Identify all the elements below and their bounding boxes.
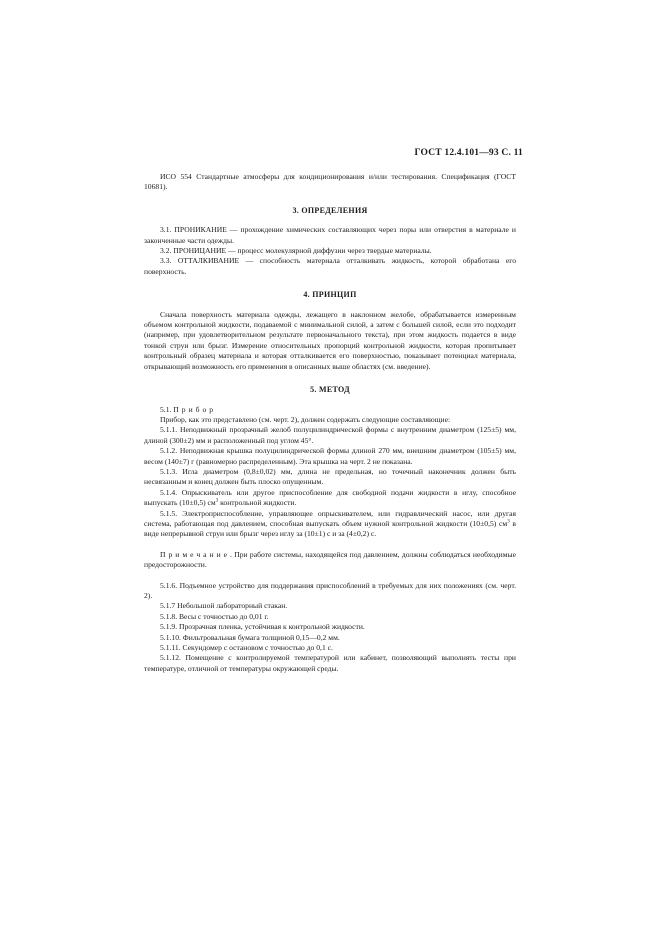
- clause-5-1-2: 5.1.2. Неподвижная крышка полуцилиндрической формы длиной 270 мм, внешним диаметром (105±5) мм, весом (140±7) г (равномерно распределенным). Эта крышка на черт. 2 не показана.: [144, 446, 516, 466]
- clause-5-1-3: 5.1.3. Игла диаметром (0,8±0,02) мм, длина не предельная, но точечный наконечник должен быть несвязанным и конец должен быть плоско опущенным.: [144, 466, 516, 487]
- clause-5-1-5: [144, 509, 516, 540]
- note-paragraph: [144, 550, 516, 571]
- running-header: ГОСТ 12.4.101—93 С. 11: [414, 148, 523, 158]
- clause-5-1-4-text: 5.1.4. Опрыскиватель или другое приспособление для свободной подачи жидкости в иглу, способное выпускать (10±0,5) см: [144, 487, 516, 508]
- clause-5-1-5-tail: в виде непрерывной струи или брызг через иглу за (10±1) с и за (4±0,2) с.: [144, 518, 516, 539]
- clause-5-1-7: 5.1.7 Небольшой лабораторный стакан.: [160, 601, 288, 611]
- superscript: 3: [507, 519, 510, 525]
- clause-5-1-heading: [144, 405, 516, 415]
- definition-3-2: 3.2. ПРОНИЦАНИЕ — процесс молекулярной диффузии через твердые материалы.: [160, 246, 432, 256]
- clause-5-1-12: 5.1.12. Помещение с контролируемой температурой или кабинет, позволяющий выполнять тесты при температуре, отличной от температуры окружающей среды.: [144, 653, 516, 673]
- definition-3-3: 3.3. ОТТАЛКИВАНИЕ — способность материала отталкивать жидкость, которой обработана его поверхность.: [144, 256, 516, 276]
- section-4-title: 4. ПРИНЦИП: [303, 290, 357, 300]
- section-3-title: 3. ОПРЕДЕЛЕНИЯ: [292, 205, 368, 215]
- note-text: . При работе системы, находящейся под давлением, должны соблюдаться необходимые предосторожности.: [144, 549, 516, 570]
- reference-paragraph: ИСО 554 Стандартные атмосферы для кондиционирования и/или тестирования. Спецификация (ГОСТ 10681).: [144, 172, 516, 192]
- definition-3-1: 3.1. ПРОНИКАНИЕ — прохождение химических составляющих через поры или отверстия в материале и законченные части одежды.: [144, 225, 516, 245]
- clause-5-1-9: 5.1.9. Прозрачная пленка, устойчивая к контрольной жидкости.: [160, 622, 365, 632]
- document-body: [144, 172, 516, 674]
- clause-5-1-4-tail: контрольной жидкости.: [218, 498, 297, 508]
- superscript: 3: [215, 498, 219, 504]
- clause-5-1-4: [144, 488, 516, 509]
- clause-5-1-8: 5.1.8. Весы с точностью до 0,01 г.: [160, 611, 269, 621]
- clause-5-1-10: 5.1.10. Фильтровальная бумага толщиной 0,15—0,2 мм.: [160, 632, 340, 642]
- note-word: Примечание: [160, 549, 231, 559]
- clause-5-1-text: Прибор, как это представлено (см. черт. 2), должен содержать следующие составляющие:: [160, 414, 451, 424]
- clause-5-1-5-text: 5.1.5. Электроприспособление, управляющее опрыскивателем, или гидравлический насос, или другая система, работающая под давлением, способная выпускать объем нужной контрольной жидкости (10±0,5) см: [144, 508, 516, 528]
- clause-5-1-1: 5.1.1. Неподвижный прозрачный желоб полуцилиндрической формы с внутренним диаметром (125±5) мм, длиной (300±2) мм и расположенный под углом 45°.: [144, 425, 516, 445]
- clause-5-1-6: 5.1.6. Подъемное устройство для поддержания приспособлений в требуемых для них положениях (см. черт. 2).: [144, 580, 516, 600]
- clause-5-1-number: 5.1.: [160, 404, 172, 414]
- principle-paragraph: Сначала поверхность материала одежды, лежащего в наклонном желобе, обрабатывается измеренным объемом контрольной жидкости, подаваемой с минимальной силой, а затем с большей силой, если это подходит (например, при удовлетворительном результате первоначального текста), при этом жидкость подается в виде тонкой струи или брызг. Измерение относительных пропорций контрольной жидкости, которая пропитывает контрольный образец материала и которая отталкивается его поверхностью, показывает потенциал материала, открывающий возможность его применения в описанных выше областях (см. введение).: [144, 309, 516, 371]
- clause-5-1-word: Прибор: [173, 404, 217, 414]
- section-5-title: 5. МЕТОД: [310, 385, 350, 395]
- clause-5-1-11: 5.1.11. Секундомер с остановом с точностью до 0,1 с.: [160, 643, 333, 653]
